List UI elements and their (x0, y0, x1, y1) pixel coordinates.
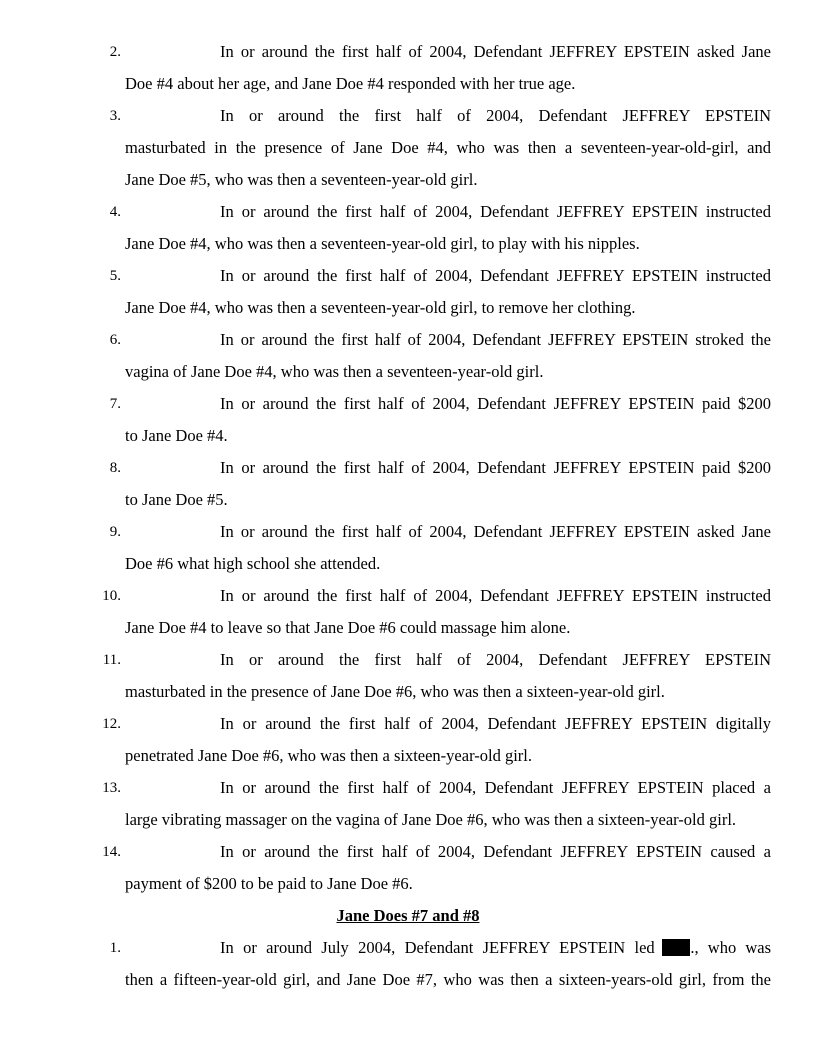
paragraph-line: In or around the first half of 2004, Defendant JEFFREY EPSTEIN caused a (220, 842, 771, 861)
paragraph-number: 2. (109, 44, 121, 60)
line-text-after-redaction (660, 932, 771, 964)
paragraph-number: 12. (102, 716, 121, 732)
paragraph-number: 8. (109, 460, 121, 476)
paragraph-line: Jane Doe #4 to leave so that Jane Doe #6 could massage him alone. (125, 618, 571, 637)
paragraph-number: 13. (102, 780, 121, 796)
paragraph-line: In or around the first half of 2004, Defendant JEFFREY EPSTEIN asked Jane (220, 42, 771, 61)
paragraph-line: In or around the first half of 2004, Defendant JEFFREY EPSTEIN paid $200 (220, 458, 771, 477)
paragraph-line: Jane Doe #5, who was then a seventeen-year-old girl. (125, 170, 478, 189)
paragraph-line: Doe #4 about her age, and Jane Doe #4 responded with her true age. (125, 74, 576, 93)
text-segment: ., who was (690, 938, 771, 957)
paragraph-number: 10. (102, 588, 121, 604)
paragraph-line: In or around the first half of 2004, Defendant JEFFREY EPSTEIN (220, 106, 771, 125)
paragraph-line: In or around the first half of 2004, Defendant JEFFREY EPSTEIN (220, 650, 771, 669)
paragraph-line: to Jane Doe #4. (125, 426, 228, 445)
paragraph-line: In or around the first half of 2004, Defendant JEFFREY EPSTEIN instructed (220, 266, 771, 285)
paragraph-line: In or around the first half of 2004, Defendant JEFFREY EPSTEIN paid $200 (220, 394, 771, 413)
paragraph-number: 6. (109, 332, 121, 348)
line-text-before-redaction (220, 932, 656, 964)
paragraph-line: then a fifteen-year-old girl, and Jane Doe #7, who was then a sixteen-years-old girl, from the (125, 970, 771, 989)
paragraph-line (220, 932, 771, 964)
paragraph-line: vagina of Jane Doe #4, who was then a seventeen-year-old girl. (125, 362, 544, 381)
paragraph-number: 1. (109, 940, 121, 956)
section-heading: Jane Does #7 and #8 (336, 906, 480, 925)
paragraph-number: 4. (109, 204, 121, 220)
paragraph-line: penetrated Jane Doe #6, who was then a sixteen-year-old girl. (125, 746, 532, 765)
paragraph-line: masturbated in the presence of Jane Doe #6, who was then a sixteen-year-old girl. (125, 682, 665, 701)
paragraph-line: to Jane Doe #5. (125, 490, 228, 509)
paragraph-number: 7. (109, 396, 121, 412)
paragraph-line: Doe #6 what high school she attended. (125, 554, 381, 573)
paragraph-line: large vibrating massager on the vagina of Jane Doe #6, who was then a sixteen-year-old girl. (125, 810, 737, 829)
paragraph-line: In or around the first half of 2004, Defendant JEFFREY EPSTEIN asked Jane (220, 522, 771, 541)
paragraph-line: In or around the first half of 2004, Defendant JEFFREY EPSTEIN digitally (220, 714, 771, 733)
text-segment: In or around July 2004, Defendant JEFFREY EPSTEIN led (220, 938, 655, 957)
paragraph-number: 11. (102, 652, 121, 668)
paragraph-line: In or around the first half of 2004, Defendant JEFFREY EPSTEIN placed a (220, 778, 771, 797)
paragraph-line: In or around the first half of 2004, Defendant JEFFREY EPSTEIN instructed (220, 202, 771, 221)
paragraph-line: masturbated in the presence of Jane Doe #4, who was then a seventeen-year-old-girl, and (125, 138, 771, 157)
paragraph-line: Jane Doe #4, who was then a seventeen-year-old girl, to remove her clothing. (125, 298, 636, 317)
paragraph-number: 9. (109, 524, 121, 540)
paragraph-number: 5. (109, 268, 121, 284)
paragraph-line: payment of $200 to be paid to Jane Doe #6. (125, 874, 413, 893)
paragraph-line: In or around the first half of 2004, Defendant JEFFREY EPSTEIN instructed (220, 586, 771, 605)
redaction-box (662, 939, 690, 956)
paragraph-number: 3. (109, 108, 121, 124)
paragraph-line: Jane Doe #4, who was then a seventeen-year-old girl, to play with his nipples. (125, 234, 640, 253)
paragraph-number: 14. (102, 844, 121, 860)
paragraph-line: In or around the first half of 2004, Defendant JEFFREY EPSTEIN stroked the (220, 330, 771, 349)
